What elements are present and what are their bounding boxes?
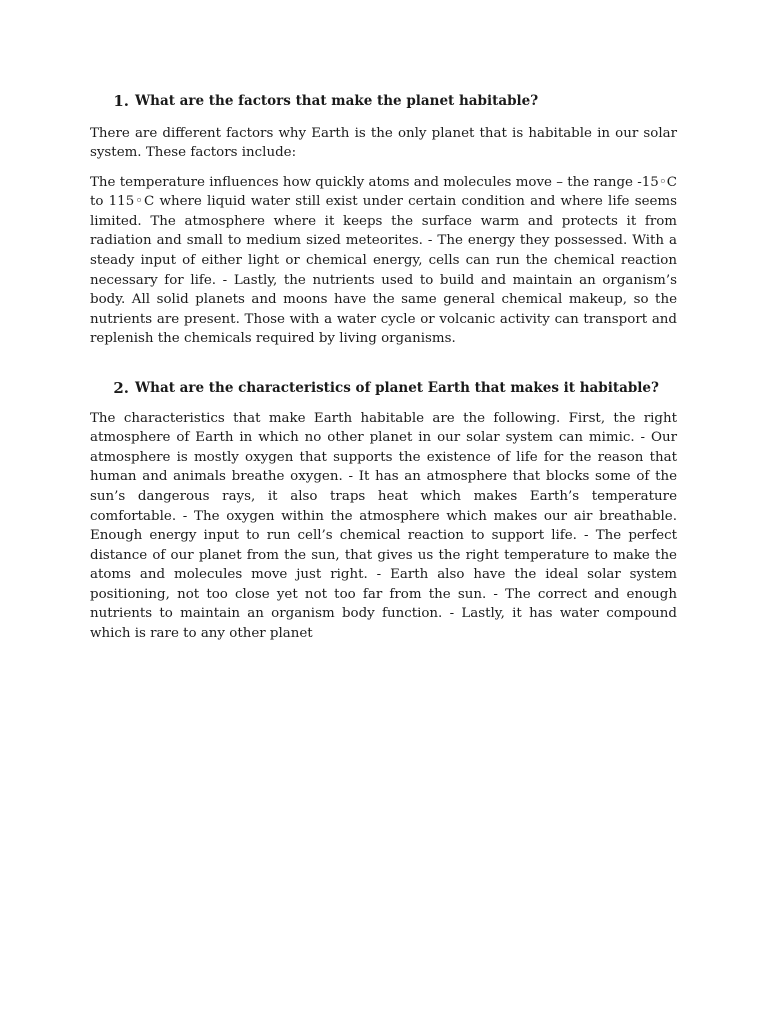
question-number: 2. (113, 379, 129, 398)
document-content (90, 92, 677, 644)
answer-intro-paragraph: There are different factors why Earth is the only planet that is habitable in our solar system. These factors include: (90, 125, 677, 161)
question-heading-1 (90, 92, 677, 113)
answer-body-paragraph: The characteristics that make Earth habitable are the following. First, the right atmosphere of Earth in which no other planet in our solar system can mimic. - Our atmosphere is mostly oxygen that supports the existence of life for the reason that human and animals breathe oxygen. - It has an atmosphere that blocks some of the sun’s dangerous rays, it also traps heat which makes Earth’s temperature comfortable. - The oxygen within the atmosphere which makes our air breathable. Enough energy input to run cell’s chemical reaction to support life. - The perfect distance of our planet from the sun, that gives us the right temperature to make the atoms and molecules move just right. - Earth also have the ideal solar system positioning, not too close yet not too far from the sun. - The correct and enough nutrients to maintain an organism body function. - Lastly, it has water compound which is rare to any other planet (90, 410, 677, 642)
question-title: What are the characteristics of planet Earth that makes it habitable? (135, 380, 659, 397)
question-heading-2 (90, 379, 677, 400)
question-number: 1. (113, 92, 129, 110)
answer-body-paragraph: The temperature influences how quickly atoms and molecules move – the range -15◦C to 115◦C where liquid water still exist under certain condition and where life seems limited. The atmosphere where it keeps the surface warm and protects it from radiation and small to medium sized meteorites. - The energy they possessed. With a steady input of either light or chemical energy, cells can run the chemical reaction necessary for life. - Lastly, the nutrients used to build and maintain an organism’s body. All solid planets and moons have the same general chemical makeup, so the nutrients are present. Those with a water cycle or volcanic activity can transport and replenish the chemicals required by living organisms. (90, 174, 677, 347)
question-title: What are the factors that make the planet habitable? (135, 93, 539, 109)
